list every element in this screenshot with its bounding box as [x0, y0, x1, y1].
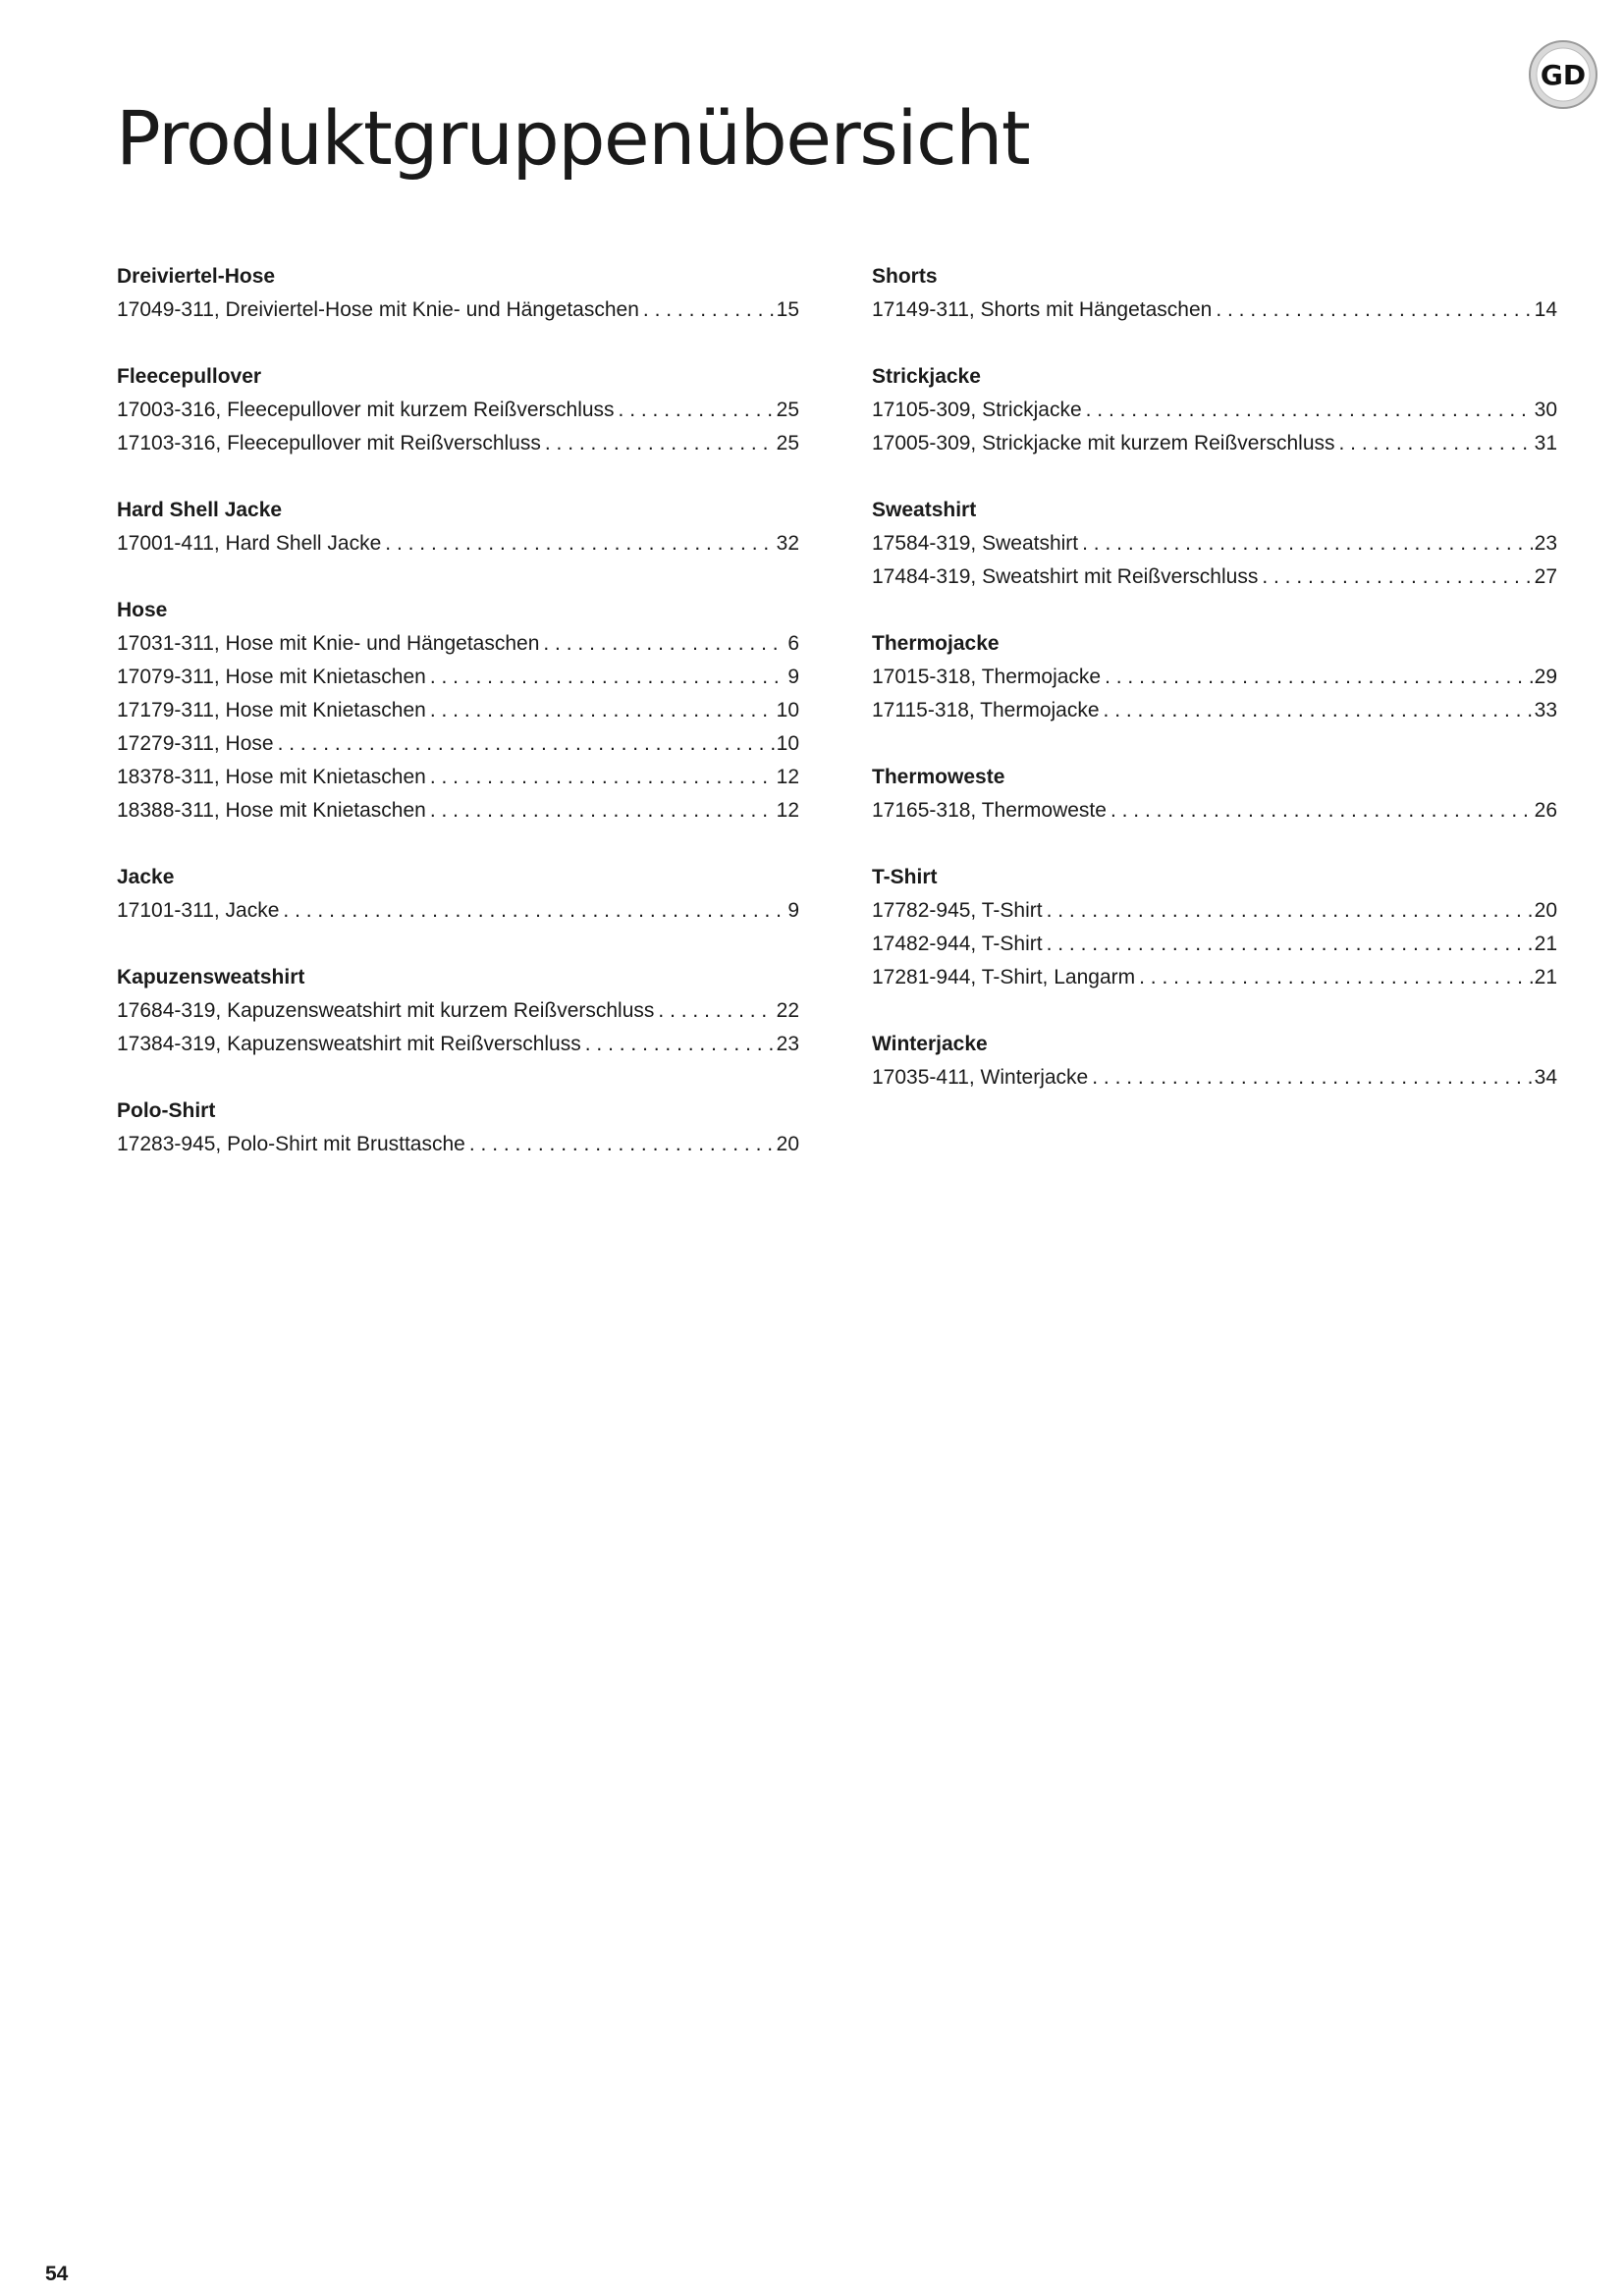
index-entry [872, 1061, 1557, 1095]
index-entry [872, 661, 1557, 694]
entry-page-number: 14 [1534, 298, 1557, 321]
entry-text: 17015-318, Thermojacke [872, 666, 1102, 688]
entry-page-number: 15 [776, 298, 799, 321]
entry-page-number: 25 [776, 399, 799, 421]
index-entry [872, 561, 1557, 594]
dot-leader [1104, 694, 1533, 727]
entry-text: 17283-945, Polo-Shirt mit Brusttasche [117, 1133, 465, 1155]
dot-leader [1082, 527, 1533, 561]
group-title: Hard Shell Jacke [117, 499, 283, 521]
logo-text: GD [1540, 59, 1587, 91]
dot-leader [1139, 961, 1533, 994]
index-entry [872, 294, 1557, 327]
entry-text: 17584-319, Sweatshirt [872, 532, 1079, 555]
dot-leader [543, 627, 785, 661]
entry-text: 18378-311, Hose mit Knietaschen [117, 766, 426, 788]
entry-page-number: 12 [776, 766, 799, 788]
index-entry [872, 394, 1557, 427]
entry-text: 17003-316, Fleecepullover mit kurzem Reißverschluss [117, 399, 615, 421]
entry-page-number: 10 [776, 699, 799, 721]
product-group [872, 260, 1557, 327]
group-title: Jacke [117, 866, 175, 888]
index-entry [117, 694, 799, 727]
entry-page-number: 9 [787, 666, 799, 688]
product-group [117, 594, 799, 828]
dot-leader [619, 394, 775, 427]
group-title: Kapuzensweatshirt [117, 966, 305, 988]
product-group [117, 360, 799, 460]
entry-text: 17384-319, Kapuzensweatshirt mit Reißverschluss [117, 1033, 581, 1055]
product-group [872, 761, 1557, 828]
entry-text: 18388-311, Hose mit Knietaschen [117, 799, 426, 822]
dot-leader [430, 761, 775, 794]
product-group [872, 861, 1557, 994]
entry-page-number: 12 [776, 799, 799, 822]
entry-text: 17005-309, Strickjacke mit kurzem Reißverschluss [872, 432, 1335, 454]
entry-page-number: 30 [1534, 399, 1557, 421]
group-title: Polo-Shirt [117, 1099, 216, 1122]
entry-text: 17031-311, Hose mit Knie- und Hängetaschen [117, 632, 540, 655]
dot-leader [1262, 561, 1532, 594]
page-title: Produktgruppenübersicht [116, 94, 1030, 182]
index-entry [872, 694, 1557, 727]
dot-leader [278, 727, 775, 761]
entry-text: 17101-311, Jacke [117, 899, 280, 922]
entry-text: 17281-944, T-Shirt, Langarm [872, 966, 1136, 988]
index-entry [872, 928, 1557, 961]
entry-text: 17103-316, Fleecepullover mit Reißverschluss [117, 432, 541, 454]
dot-leader [283, 894, 785, 928]
dot-leader [385, 527, 774, 561]
entry-page-number: 20 [776, 1133, 799, 1155]
product-group [872, 360, 1557, 460]
entry-page-number: 26 [1534, 799, 1557, 822]
entry-text: 17782-945, T-Shirt [872, 899, 1043, 922]
product-group [117, 861, 799, 928]
entry-page-number: 6 [787, 632, 799, 655]
dot-leader [1216, 294, 1532, 327]
entry-page-number: 32 [776, 532, 799, 555]
entry-text: 17482-944, T-Shirt [872, 933, 1043, 955]
entry-text: 17049-311, Dreiviertel-Hose mit Knie- und Hängetaschen [117, 298, 639, 321]
left-column [117, 260, 799, 1195]
entry-page-number: 10 [776, 732, 799, 755]
index-entry [117, 761, 799, 794]
entry-text: 17279-311, Hose [117, 732, 274, 755]
dot-leader [1105, 661, 1533, 694]
group-title: Thermojacke [872, 632, 1000, 655]
dot-leader [1339, 427, 1533, 460]
entry-page-number: 23 [776, 1033, 799, 1055]
group-title: Hose [117, 599, 168, 621]
entry-page-number: 20 [1534, 899, 1557, 922]
index-entry [117, 727, 799, 761]
index-entry [872, 961, 1557, 994]
product-group [117, 260, 799, 327]
entry-text: 17035-411, Winterjacke [872, 1066, 1089, 1089]
entry-page-number: 21 [1534, 966, 1557, 988]
dot-leader [1086, 394, 1533, 427]
group-title: Thermoweste [872, 766, 1005, 788]
index-entry [117, 294, 799, 327]
product-group [872, 1028, 1557, 1095]
index-entry [117, 527, 799, 561]
entry-page-number: 21 [1534, 933, 1557, 955]
dot-leader [545, 427, 775, 460]
index-entry [117, 894, 799, 928]
index-entry [872, 794, 1557, 828]
index-entry [872, 894, 1557, 928]
entry-text: 17484-319, Sweatshirt mit Reißverschluss [872, 565, 1259, 588]
dot-leader [430, 661, 786, 694]
index-entry [117, 627, 799, 661]
group-title: Strickjacke [872, 365, 981, 388]
product-group [117, 961, 799, 1061]
product-group [872, 627, 1557, 727]
entry-text: 17115-318, Thermojacke [872, 699, 1100, 721]
entry-page-number: 29 [1534, 666, 1557, 688]
group-title: Dreiviertel-Hose [117, 265, 276, 288]
group-title: Shorts [872, 265, 938, 288]
group-title: T-Shirt [872, 866, 938, 888]
index-entry [117, 994, 799, 1028]
entry-text: 17105-309, Strickjacke [872, 399, 1082, 421]
entry-page-number: 25 [776, 432, 799, 454]
entry-text: 17179-311, Hose mit Knietaschen [117, 699, 426, 721]
index-entry [117, 794, 799, 828]
index-entry [872, 527, 1557, 561]
page-number: 54 [45, 2263, 69, 2285]
gd-logo-icon [1528, 39, 1598, 110]
product-group [117, 494, 799, 561]
entry-text: 17079-311, Hose mit Knietaschen [117, 666, 426, 688]
dot-leader [430, 794, 775, 828]
entry-text: 17165-318, Thermoweste [872, 799, 1107, 822]
dot-leader [1047, 894, 1533, 928]
entry-text: 17001-411, Hard Shell Jacke [117, 532, 382, 555]
index-entry [117, 1128, 799, 1161]
product-group [117, 1095, 799, 1161]
dot-leader [643, 294, 775, 327]
group-title: Fleecepullover [117, 365, 262, 388]
entry-page-number: 34 [1534, 1066, 1557, 1089]
entry-text: 17149-311, Shorts mit Hängetaschen [872, 298, 1213, 321]
dot-leader [1092, 1061, 1532, 1095]
right-column [872, 260, 1557, 1128]
entry-page-number: 27 [1534, 565, 1557, 588]
entry-text: 17684-319, Kapuzensweatshirt mit kurzem Reißverschluss [117, 999, 655, 1022]
group-title: Sweatshirt [872, 499, 977, 521]
index-entry [117, 427, 799, 460]
index-entry [117, 1028, 799, 1061]
entry-page-number: 33 [1534, 699, 1557, 721]
dot-leader [1110, 794, 1533, 828]
dot-leader [658, 994, 774, 1028]
group-title: Winterjacke [872, 1033, 988, 1055]
entry-page-number: 31 [1534, 432, 1557, 454]
dot-leader [430, 694, 775, 727]
entry-page-number: 23 [1534, 532, 1557, 555]
entry-page-number: 22 [776, 999, 799, 1022]
dot-leader [469, 1128, 775, 1161]
dot-leader [1047, 928, 1533, 961]
index-entry [117, 394, 799, 427]
dot-leader [585, 1028, 775, 1061]
entry-page-number: 9 [787, 899, 799, 922]
index-entry [117, 661, 799, 694]
product-group [872, 494, 1557, 594]
index-entry [872, 427, 1557, 460]
